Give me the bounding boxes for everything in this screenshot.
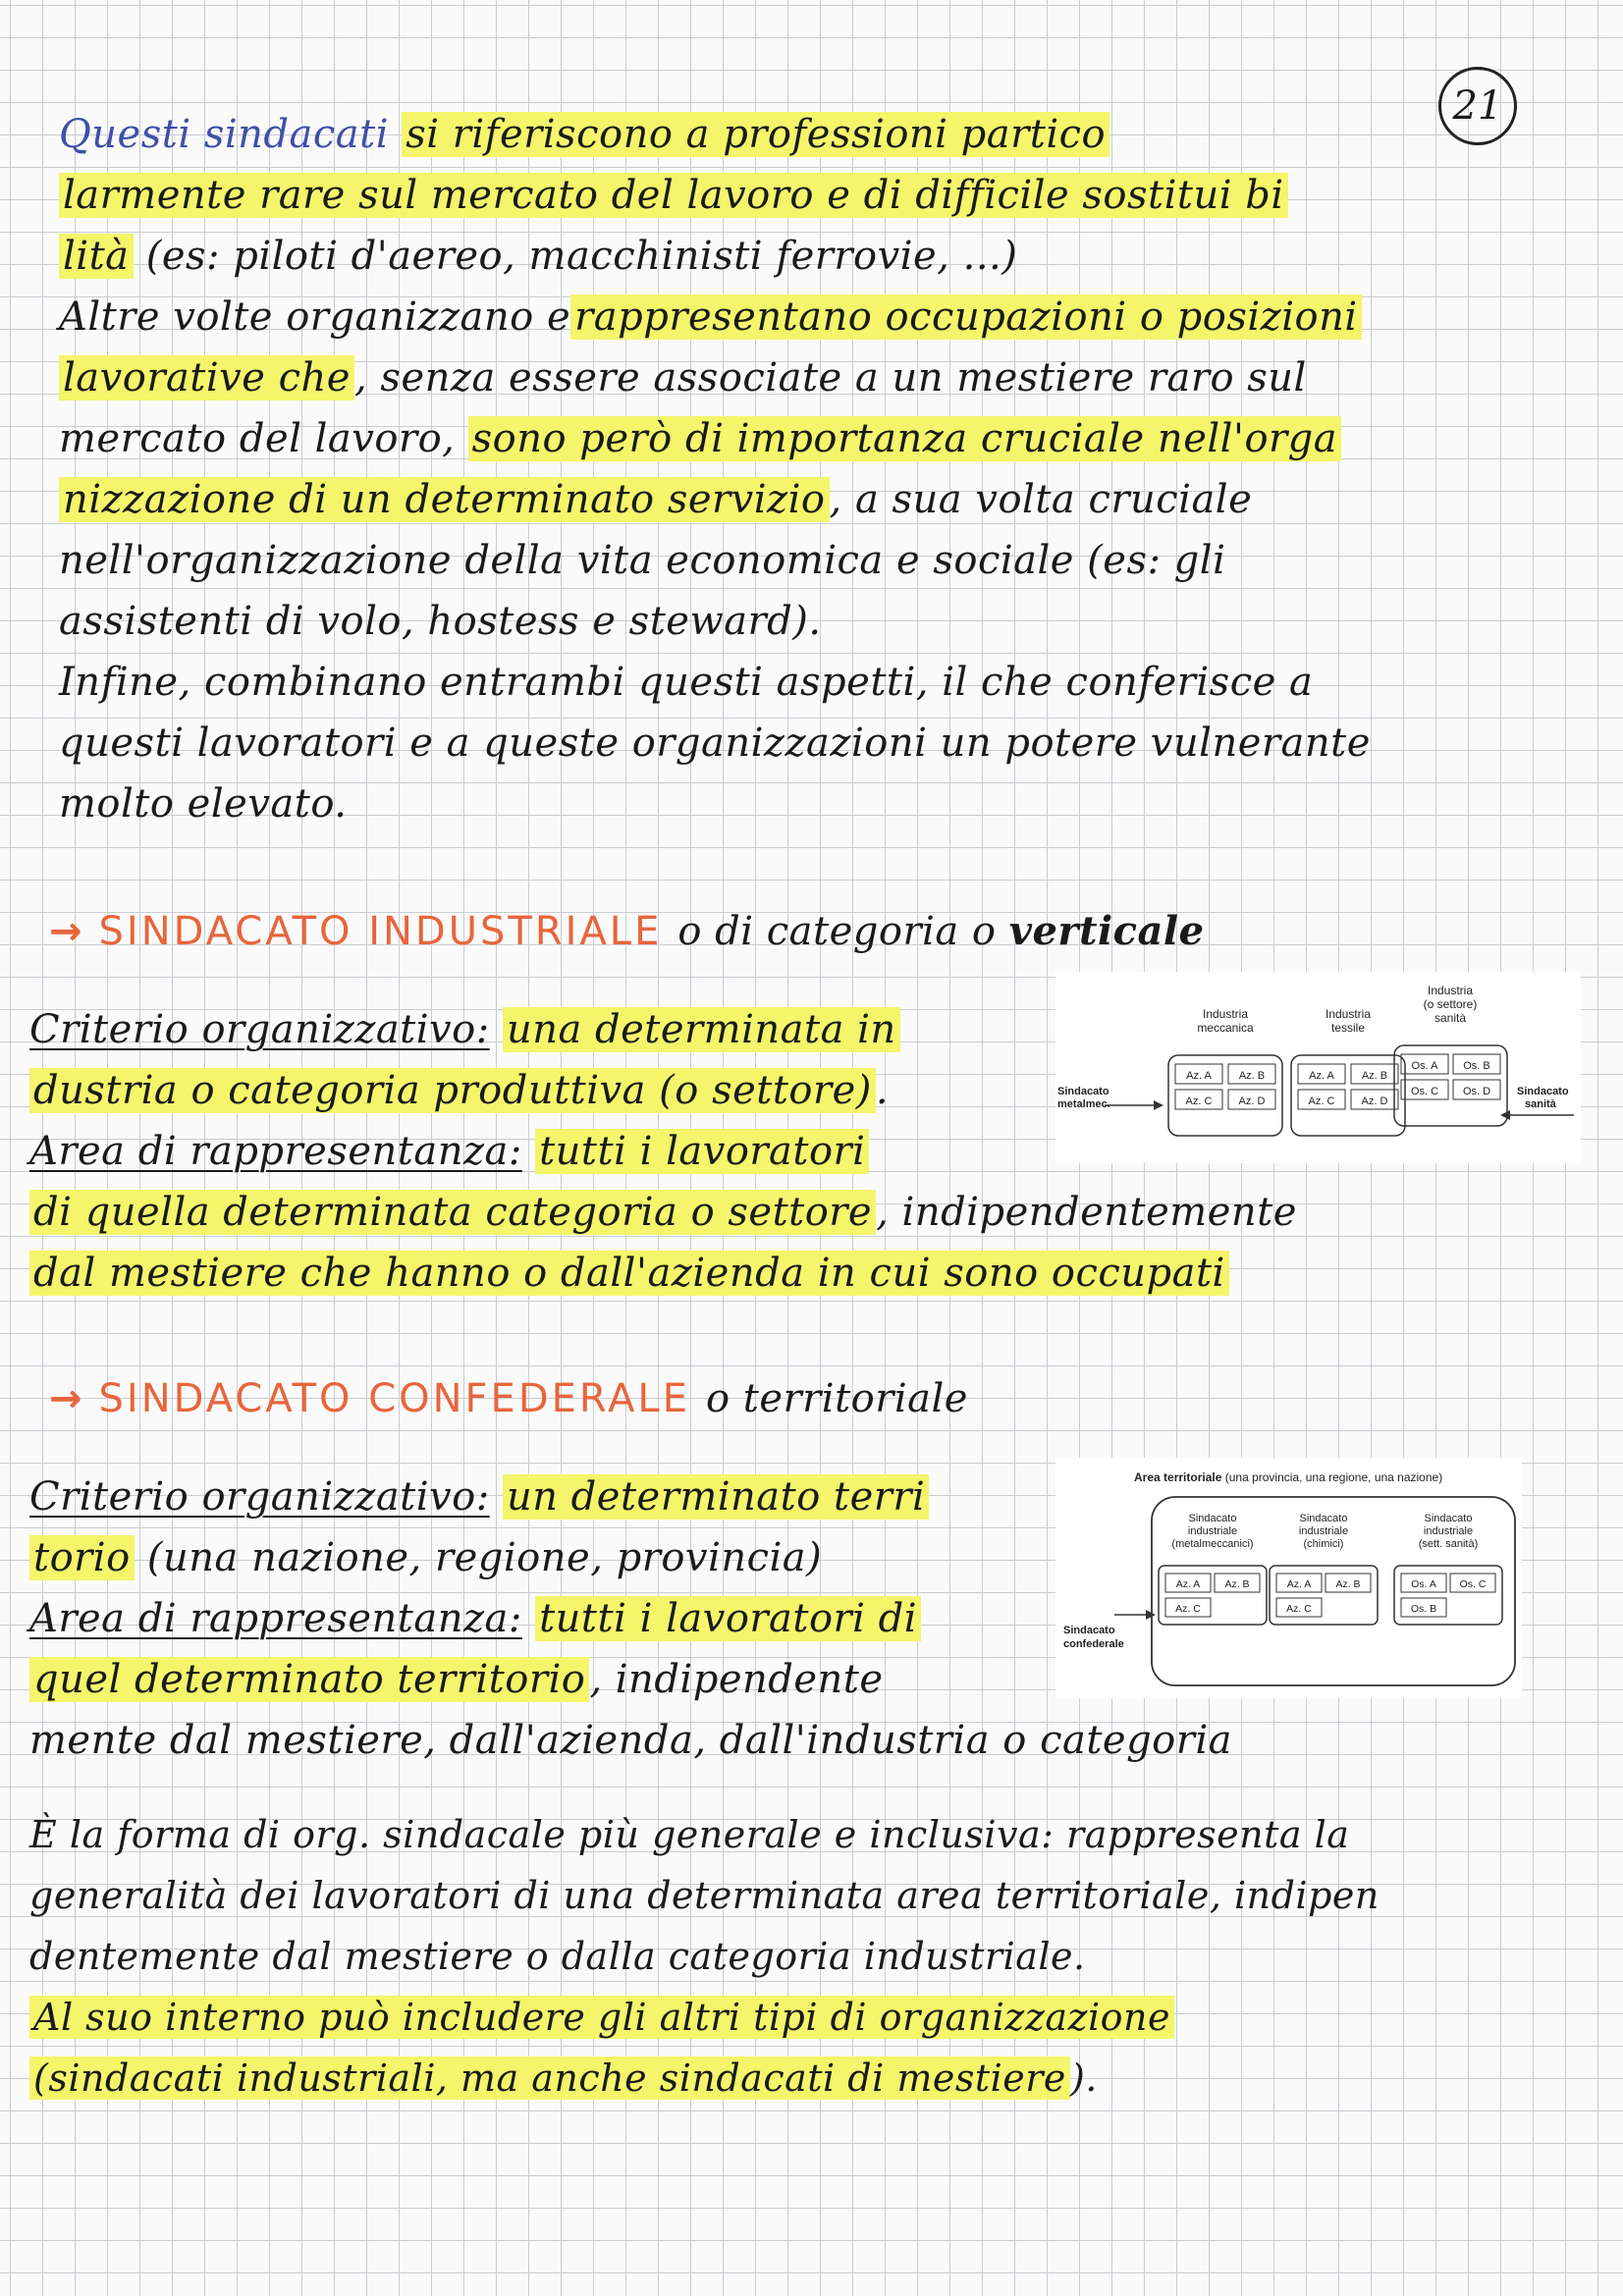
section1-heading: [49, 905, 1205, 958]
d1-g1-box-3-label: Az. C: [1185, 1095, 1213, 1107]
d2-g3-frame: [1394, 1566, 1502, 1625]
para1-line-6-start: mercato del lavoro,: [59, 416, 456, 461]
section1-subtitle: [677, 909, 1204, 954]
d2-left-arrowhead-icon: [1146, 1610, 1156, 1620]
d2-left-label-2: confederale: [1063, 1638, 1124, 1650]
d1-g1-box-1-label: Az. A: [1186, 1070, 1212, 1082]
section1-arrow-icon: →: [49, 909, 85, 954]
d2-title: [1134, 1470, 1442, 1484]
d2-g1-title-2: industriale: [1187, 1525, 1238, 1537]
section1-title: SINDACATO INDUSTRIALE: [98, 909, 663, 954]
section1-line-5: [29, 1247, 1229, 1300]
d2-g3-box-2-label: Os. C: [1459, 1578, 1487, 1590]
para1-line-1: [59, 108, 1109, 161]
d1-g2-box-2-label: Az. B: [1361, 1070, 1388, 1082]
para1-line-6-highlight: sono però di importanza cruciale nell'orga: [468, 416, 1342, 461]
section2-line-4-rest: , indipendente: [589, 1657, 884, 1702]
section1-line-2-rest: .: [875, 1068, 890, 1113]
d1-g1-title-2: meccanica: [1197, 1021, 1254, 1035]
d2-left-label-1: Sindacato: [1063, 1625, 1115, 1636]
section1-criterio-label: Criterio organizzativo:: [29, 1007, 490, 1052]
para1-line-2: [59, 169, 1288, 222]
d1-left-arrowhead-icon: [1154, 1100, 1163, 1110]
d1-left-label-1: Sindacato: [1057, 1086, 1109, 1097]
d2-g3-box-3-label: Os. B: [1410, 1603, 1437, 1615]
para1-line-3-highlight: lità: [59, 234, 134, 279]
section2-criterio-label: Criterio organizzativo:: [29, 1474, 490, 1520]
para1-line-9: assistenti di volo, hostess e steward).: [59, 599, 822, 644]
d1-g3-title-1: Industria: [1427, 984, 1474, 997]
d2-g1-box-3-label: Az. C: [1175, 1603, 1201, 1615]
d2-g1-title-1: Sindacato: [1188, 1513, 1237, 1524]
d1-g2-box-3-label: Az. C: [1308, 1095, 1335, 1107]
section2-line-4-highlight: quel determinato territorio: [29, 1657, 589, 1702]
section1-subtitle-bold: verticale: [1008, 908, 1205, 954]
section1-line-4-rest: , indipendentemente: [876, 1190, 1297, 1235]
section2-line-4: [29, 1653, 884, 1706]
para1-line-8: nell'organizzazione della vita economica e sociale (es: gli: [59, 538, 1226, 583]
para1-line-1-start: Questi sindacati: [59, 112, 389, 157]
industrial-union-diagram-svg: [1055, 972, 1581, 1163]
para1-line-5-rest: , senza essere associate a un mestiere raro sul: [353, 355, 1307, 400]
para1-line-10: Infine, combinano entrambi questi aspetti, il che conferisce a: [59, 660, 1314, 705]
d2-g2-box-1-label: Az. A: [1286, 1578, 1312, 1590]
industrial-union-diagram: [1055, 972, 1581, 1163]
para2-line-4: [29, 1991, 1174, 2044]
para1-line-7: [59, 473, 1252, 526]
section1-area-label: Area di rappresentanza:: [29, 1129, 522, 1174]
para1-line-4-start: Altre volte organizzano e: [59, 294, 571, 340]
d2-g2-box-3-label: Az. C: [1286, 1603, 1312, 1615]
para1-line-1-highlight: si riferiscono a professioni partico: [402, 112, 1109, 157]
d1-right-label-1: Sindacato: [1517, 1086, 1569, 1097]
section2-line-3-highlight: tutti i lavoratori di: [535, 1596, 921, 1641]
d2-title-rest: (una provincia, una regione, una nazione): [1224, 1470, 1443, 1484]
section2-line-2-highlight: torio: [29, 1535, 135, 1580]
section1-line-5-highlight: dal mestiere che hanno o dall'azienda in cui sono occupati: [29, 1251, 1229, 1296]
d1-g3-box-2-label: Os. B: [1463, 1060, 1490, 1072]
section1-subtitle-pre: o di categoria o: [677, 909, 997, 954]
page-number: 21: [1438, 67, 1517, 145]
d2-g1-box-2-label: Az. B: [1224, 1578, 1250, 1590]
para1-line-12: molto elevato.: [59, 781, 348, 827]
para2-line-4-highlight: Al suo interno può includere gli altri tipi di organizzazione: [29, 1996, 1174, 2039]
d1-g3-box-3-label: Os. C: [1410, 1086, 1439, 1097]
section1-line-4-highlight: di quella determinata categoria o settore: [29, 1190, 876, 1235]
section1-line-4: [29, 1186, 1297, 1239]
d2-g2-box-2-label: Az. B: [1335, 1578, 1361, 1590]
para2-line-3: dentemente dal mestiere o dalla categoria industriale.: [29, 1935, 1086, 1978]
section1-line-2-highlight: dustria o categoria produttiva (o settore): [29, 1068, 876, 1113]
para2-line-5-highlight: (sindacati industriali, ma anche sindacati di mestiere: [29, 2056, 1070, 2100]
d1-g2-title-1: Industria: [1325, 1007, 1372, 1021]
d1-g1-title-1: Industria: [1202, 1007, 1249, 1021]
section2-line-5: mente dal mestiere, dall'azienda, dall'industria o categoria: [29, 1718, 1233, 1763]
d2-g2-title-2: industriale: [1298, 1525, 1349, 1537]
d2-g1-box-1-label: Az. A: [1175, 1578, 1201, 1590]
d1-g3-box-4-label: Os. D: [1462, 1086, 1491, 1097]
d2-g3-title-1: Sindacato: [1424, 1513, 1473, 1524]
section2-title: SINDACATO CONFEDERALE: [98, 1376, 690, 1421]
section2-arrow-icon: →: [49, 1376, 85, 1421]
para1-line-3: [59, 230, 1017, 283]
d2-g1-title-3: (metalmeccanici): [1171, 1538, 1254, 1550]
para1-line-3-rest: (es: piloti d'aereo, macchinisti ferrovie, ...): [145, 234, 1018, 279]
d2-g1-frame: [1159, 1566, 1267, 1625]
d1-g3-title-2: (o settore): [1423, 997, 1478, 1011]
section2-area-label: Area di rappresentanza:: [29, 1596, 522, 1641]
para1-line-2-highlight: larmente rare sul mercato del lavoro e di difficile sostitui bi: [59, 173, 1288, 218]
section2-line-1: [29, 1470, 929, 1523]
d1-g2-title-2: tessile: [1330, 1021, 1366, 1035]
para2-line-1: È la forma di org. sindacale più generale e inclusiva: rappresenta la: [29, 1813, 1350, 1856]
section2-line-1-highlight: un determinato terri: [503, 1474, 929, 1520]
d1-g3-box-1-label: Os. A: [1411, 1060, 1438, 1072]
d1-left-label-2: metalmec.: [1057, 1098, 1110, 1110]
d1-g1-box-2-label: Az. B: [1238, 1070, 1266, 1082]
para2-line-5-rest: ).: [1069, 2056, 1098, 2100]
d1-g1-box-4-label: Az. D: [1238, 1095, 1266, 1107]
section2-subtitle: o territoriale: [706, 1376, 968, 1421]
d2-g3-title-2: industriale: [1423, 1525, 1474, 1537]
section1-line-3: [29, 1125, 869, 1178]
section2-line-3: [29, 1592, 921, 1645]
para1-line-5: [59, 351, 1307, 404]
para1-line-6: [59, 412, 1341, 465]
confederal-union-diagram: [1055, 1458, 1522, 1698]
confederal-union-diagram-svg: [1055, 1458, 1522, 1698]
para2-line-5: [29, 2052, 1098, 2105]
d2-g3-box-1-label: Os. A: [1411, 1578, 1436, 1590]
d1-g2-box-4-label: Az. D: [1361, 1095, 1388, 1107]
section1-line-1-highlight: una determinata in: [503, 1007, 900, 1052]
d1-g3-title-3: sanità: [1434, 1011, 1467, 1025]
d2-title-bold: Area territoriale: [1134, 1470, 1222, 1484]
section2-line-2: [29, 1531, 822, 1584]
d1-g2-box-1-label: Az. A: [1309, 1070, 1334, 1082]
section1-line-1: [29, 1003, 900, 1056]
para1-line-7-highlight: nizzazione di un determinato servizio: [59, 477, 830, 522]
section1-line-2: [29, 1064, 889, 1117]
section2-heading: [49, 1372, 968, 1425]
d2-g2-title-1: Sindacato: [1299, 1513, 1348, 1524]
para1-line-7-rest: , a sua volta cruciale: [829, 477, 1253, 522]
d2-g3-title-3: (sett. sanità): [1418, 1538, 1479, 1550]
section2-line-2-rest: (una nazione, regione, provincia): [146, 1535, 823, 1580]
para1-line-11: questi lavoratori e a queste organizzazioni un potere vulnerante: [59, 721, 1371, 766]
d2-g2-frame: [1270, 1566, 1378, 1625]
d2-g2-title-3: (chimici): [1303, 1538, 1344, 1550]
para1-line-4: [59, 291, 1362, 344]
d1-right-arrowhead-icon: [1500, 1110, 1510, 1120]
section1-line-3-highlight: tutti i lavoratori: [535, 1129, 869, 1174]
para2-line-2: generalità dei lavoratori di una determinata area territoriale, indipen: [29, 1874, 1380, 1917]
para1-line-5-highlight: lavorative che: [59, 355, 354, 400]
d1-right-label-2: sanità: [1525, 1098, 1556, 1110]
para1-line-4-highlight: rappresentano occupazioni o posizioni: [570, 294, 1362, 340]
